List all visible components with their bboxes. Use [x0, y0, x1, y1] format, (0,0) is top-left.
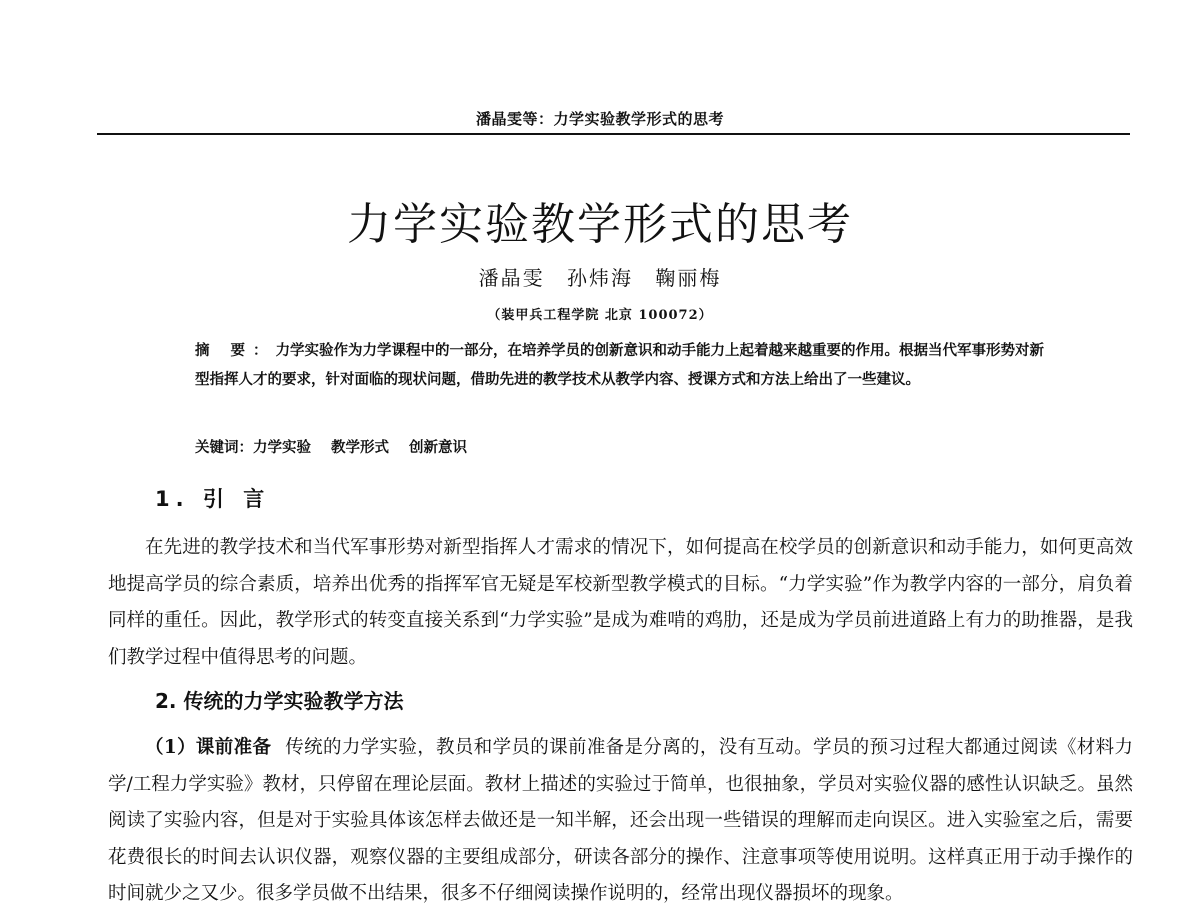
- abstract: [195, 336, 1045, 394]
- keyword: 力学实验: [253, 439, 311, 456]
- header-rule: [97, 133, 1130, 135]
- keyword: 创新意识: [409, 439, 467, 456]
- paragraph-body: 传统的力学实验，教员和学员的课前准备是分离的，没有互动。学员的预习过程大都通过阅读《材料力学/工程力学实验》教材，只停留在理论层面。教材上描述的实验过于简单，也很抽象，学员对实验仪器的感性认识缺乏。虽然阅读了实验内容，但是对于实验具体该怎样去做还是一知半解，还会出现一些错误的理解而走向误区。进入实验室之后，需要花费很长的时间去认识仪器，观察仪器的主要组成部分，研读各部分的操作、注意事项等使用说明。这样真正用于动手操作的时间就少之又少。很多学员做不出结果，很多不仔细阅读操作说明的，经常出现仪器损坏的现象。: [108, 737, 1133, 904]
- section-heading-introduction: 1. 引 言: [155, 487, 271, 511]
- authors: 潘晶雯 孙炜海 鞠丽梅: [478, 266, 722, 290]
- paper-title: 力学实验教学形式的思考: [347, 199, 853, 250]
- introduction-paragraph: 在先进的教学技术和当代军事形势对新型指挥人才需求的情况下，如何提高在校学员的创新意识和动手能力，如何更高效地提高学员的综合素质，培养出优秀的指挥军官无疑是军校新型教学模式的目标。“力学实验”作为教学内容的一部分，肩负着同样的重任。因此，教学形式的转变直接关系到“力学实验”是成为难啃的鸡肋，还是成为学员前进道路上有力的助推器，是我们教学过程中值得思考的问题。: [108, 537, 1133, 668]
- affiliation: （装甲兵工程学院 北京 100072）: [487, 308, 713, 323]
- running-header: 潘晶雯等：力学实验教学形式的思考: [475, 110, 724, 128]
- traditional-methods-paragraph: [108, 730, 1133, 913]
- section-heading-traditional-methods: 2. 传统的力学实验教学方法: [155, 689, 404, 713]
- keywords-label: 关键词：: [195, 439, 253, 456]
- abstract-label: 摘 要：: [195, 342, 276, 359]
- keywords: [195, 436, 1045, 457]
- keyword: 教学形式: [331, 439, 389, 456]
- paragraph-lead: （1）课前准备: [145, 737, 272, 758]
- abstract-text: 力学实验作为力学课程中的一部分，在培养学员的创新意识和动手能力上起着越来越重要的作用。根据当代军事形势对新型指挥人才的要求，针对面临的现状问题，借助先进的教学技术从教学内容、授课方式和方法上给出了一些建议。: [195, 342, 1045, 388]
